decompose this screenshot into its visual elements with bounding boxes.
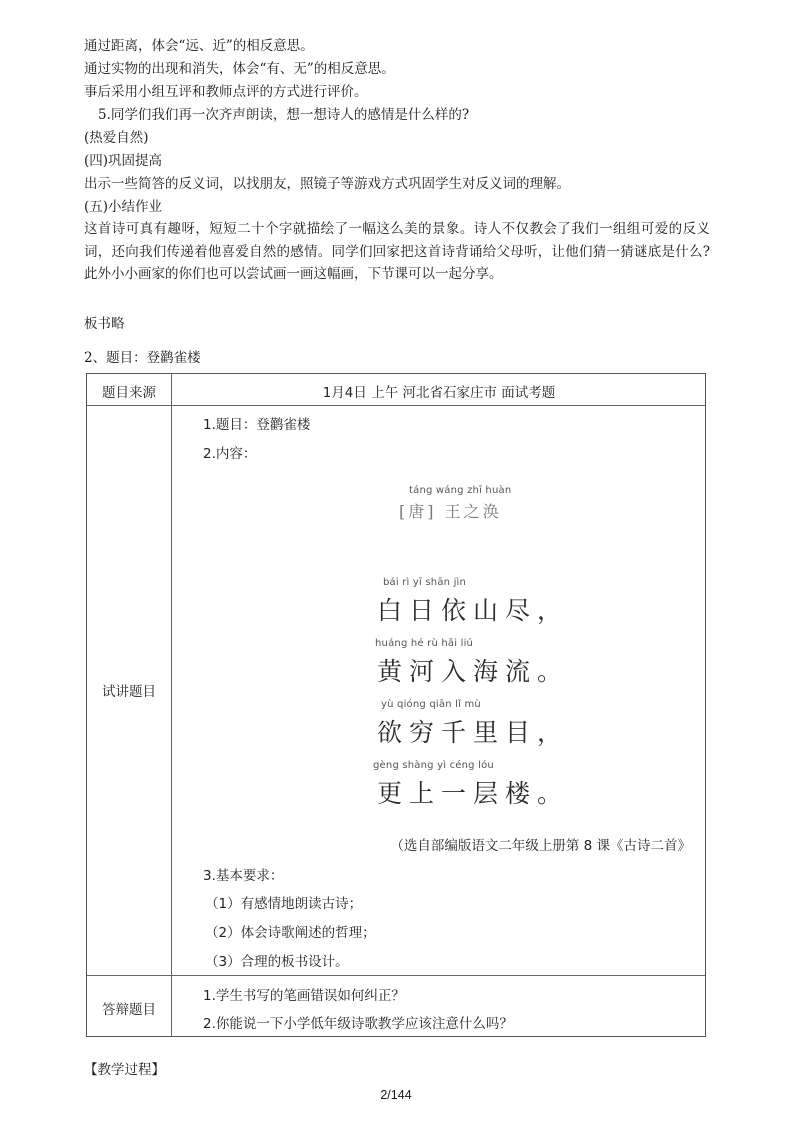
table-divider-row1 bbox=[87, 405, 705, 406]
section-consolidate: (四)巩固提高 bbox=[84, 153, 163, 169]
line-step-5: 5.同学们我们再一次齐声朗读，想一想诗人的感情是什么样的? bbox=[98, 107, 470, 123]
label-source: 题目来源 bbox=[102, 385, 156, 401]
source-value: 1月4日 上午 河北省石家庄市 面试考题 bbox=[322, 385, 556, 401]
requirement-1: （1）有感情地朗读古诗； bbox=[205, 896, 363, 912]
poem-pinyin-1: bái rì yī shān jìn bbox=[383, 577, 467, 588]
defense-question-1: 1.学生书写的笔画错误如何纠正？ bbox=[203, 988, 405, 1004]
requirements-title: 3.基本要求： bbox=[203, 868, 284, 884]
exam-table bbox=[86, 373, 706, 1037]
line-distance: 通过距离，体会“远、近”的相反意思。 bbox=[84, 38, 314, 54]
requirement-3: （3）合理的板书设计。 bbox=[205, 954, 349, 970]
line-objects: 通过实物的出现和消失，体会“有、无”的相反意思。 bbox=[84, 61, 395, 77]
line-evaluation: 事后采用小组互评和教师点评的方式进行评价。 bbox=[84, 84, 368, 100]
poem-pinyin-4: gèng shàng yì céng lóu bbox=[373, 760, 494, 771]
poem-line-2: 黄河入海流。 bbox=[377, 657, 570, 686]
poem-line-3: 欲穷千里目， bbox=[377, 718, 570, 747]
page-number: 2/144 bbox=[380, 1088, 412, 1102]
defense-question-2: 2.你能说一下小学低年级诗歌教学应该注意什么吗？ bbox=[203, 1016, 513, 1032]
poem-source: （选自部编版语文二年级上册第 8 课《古诗二首》 bbox=[390, 838, 691, 854]
table-divider-row2 bbox=[87, 975, 705, 976]
table-divider-vertical bbox=[171, 374, 172, 1036]
label-lecture-topic: 试讲题目 bbox=[102, 684, 156, 700]
topic-content-label: 2.内容： bbox=[203, 446, 257, 462]
poem-line-1: 白日依山尽， bbox=[377, 596, 570, 625]
line-board-omitted: 板书略 bbox=[84, 316, 125, 332]
section-summary: (五)小结作业 bbox=[84, 199, 163, 215]
author-pinyin: táng wáng zhī huàn bbox=[409, 485, 512, 496]
poem-author: [唐] 王之涣 bbox=[399, 502, 502, 521]
label-defense-questions: 答辩题目 bbox=[102, 1002, 156, 1018]
question-2-title: 2、题目：登鹳雀楼 bbox=[84, 350, 201, 366]
requirement-2: （2）体会诗歌阐述的哲理； bbox=[205, 925, 376, 941]
line-antonym-games: 出示一些简答的反义词，以找朋友，照镜子等游戏方式巩固学生对反义词的理解。 bbox=[84, 176, 570, 192]
summary-paragraph: 这首诗可真有趣呀，短短二十个字就描绘了一幅这么美的景象。诗人不仅教会了我们一组组可爱的反义词，还向我们传递着他喜爱自然的感情。同学们回家把这首诗背诵给父母听，让他们猜一猜谜底是什么?此外小小画家的你们也可以尝试画一画这幅画，下节课可以一起分享。 bbox=[84, 221, 710, 282]
teaching-process-heading: 【教学过程】 bbox=[84, 1062, 165, 1078]
poem-line-4: 更上一层楼。 bbox=[377, 779, 570, 808]
poem-pinyin-3: yù qióng qiān lǐ mù bbox=[381, 699, 481, 710]
topic-title: 1.题目：登鹳雀楼 bbox=[203, 417, 311, 433]
poem-pinyin-2: huáng hé rù hǎi liú bbox=[375, 638, 474, 649]
line-answer: (热爱自然) bbox=[84, 130, 149, 146]
